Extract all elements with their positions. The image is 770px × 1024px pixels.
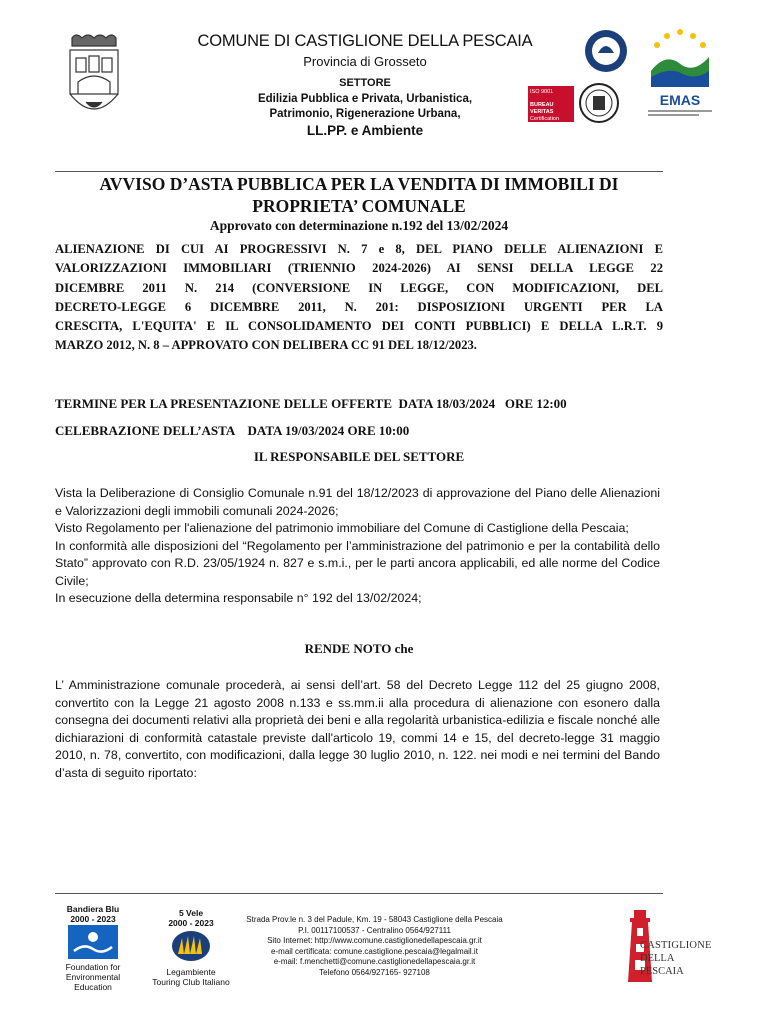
bandiera-caption2: Environmental — [65, 972, 121, 982]
title-line2: PROPRIETA’ COMUNALE — [252, 196, 466, 216]
settore-line1: Edilizia Pubblica e Privata, Urbanistica, — [257, 93, 473, 105]
vele-caption2: Touring Club Italiano — [152, 977, 230, 987]
address-line: e-mail: f.menchetti@comune.castiglionedellapescaia.gr.it — [273, 957, 476, 966]
alienazione-line: DICEMBRE 2011 N. 214 (CONVERSIONE IN LEGGE, CON MODIFICAZIONI, DEL — [55, 280, 663, 295]
corpo-text: L’ Amministrazione comunale procederà, ai sensi dell’art. 58 del Decreto Legge 112 del 25 giugno 2008, convertito con la Legge 21 agosto 2008 n.133 e ss.mm.ii alla procedura di alienazione con esonero dalla consegna dei documenti relativi alla proprietà dei beni e alla regolarità urbanistica-edilizia e fiscale nonché alle dichiarazioni di conformità catastale previste dall'articolo 19, commi 14 e 15, del decreto-legge 31 maggio 2010, n. 78, convertito, con modificazioni, dalla legge 30 luglio 2010, n. 122. nei modi e nei termini del Bando d’asta di seguito riportato: — [55, 678, 660, 780]
settore-label: SETTORE — [339, 77, 391, 89]
alienazione-line: VALORIZZAZIONI IMMOBILIARI (TRIENNIO 2024-2026) AI SENSI DELLA LEGGE 22 — [55, 261, 663, 276]
address-line: Sito Internet: http://www.comune.castiglionedellapescaia.gr.it — [267, 936, 482, 945]
five-sails-icon — [170, 930, 212, 962]
cert-bv: BUREAU VERITAS — [530, 102, 554, 115]
celebrazione: CELEBRAZIONE DELL’ASTA DATA 19/03/2024 ORE 10:00 — [55, 423, 410, 438]
address-line: Strada Prov.le n. 3 del Padule, Km. 19 - 58043 Castiglione della Pescaia — [246, 915, 503, 924]
alienazione-line: ALIENAZIONE DI CUI AI PROGRESSIVI N. 7 e 8, DEL PIANO DELLE ALIENAZIONI E — [55, 242, 663, 256]
address-line: e-mail certificata: comune.castiglione.pescaia@legalmail.it — [271, 946, 478, 956]
responsabile: IL RESPONSABILE DEL SETTORE — [253, 449, 465, 464]
title-line1: AVVISO D’ASTA PUBBLICA PER LA VENDITA DI IMMOBILI DI — [99, 174, 619, 194]
bandiera-caption1: Foundation for — [65, 962, 121, 972]
bureau-veritas-logo — [528, 86, 574, 122]
address-line: P.I. 00117100537 - Centralino 0564/927111 — [298, 925, 451, 935]
alienazione-line: DECRETO-LEGGE 6 DICEMBRE 2011, N. 201: DISPOSIZIONI URGENTI PER LA — [55, 299, 663, 314]
vele-title: 5 Vele — [178, 908, 204, 918]
certification-seal-icon — [584, 29, 628, 73]
cert-bv-sub: Certification — [530, 116, 560, 122]
premessa-item: In esecuzione della determina responsabile n° 192 del 13/02/2024; — [55, 591, 422, 605]
emas-label: EMAS — [659, 92, 701, 108]
approvato: Approvato con determinazione n.192 del 13/02/2024 — [209, 218, 509, 233]
logo-text2: DELLA — [640, 953, 675, 964]
blue-flag-icon — [68, 925, 118, 959]
bandiera-caption3: Education — [74, 982, 112, 992]
emas-subtext — [648, 110, 712, 118]
bureau-veritas-seal-icon — [579, 82, 619, 124]
bandiera-title: Bandiera Blu — [66, 904, 120, 914]
termine: TERMINE PER LA PRESENTAZIONE DELLE OFFERTE DATA 18/03/2024 ORE 12:00 — [55, 396, 567, 411]
premessa-item: Visto Regolamento per l'alienazione del patrimonio immobiliare del Comune di Castiglione della Pescaia; — [55, 521, 629, 535]
premessa-item: In conformità alle disposizioni del “Regolamento per l’amministrazione del patrimonio e per la contabilità dello Stato” approvato con R.D. 23/05/1924 n. 827 e s.m.i., per le parti ancora applicabili, ed alle norme del Codice Civile; — [55, 538, 660, 588]
vele-years: 2000 - 2023 — [168, 918, 214, 928]
address-line: Telefono 0564/927165- 927108 — [319, 967, 430, 977]
premesse — [55, 485, 660, 608]
footer-address — [232, 915, 517, 978]
comune-name: COMUNE DI CASTIGLIONE DELLA PESCAIA — [197, 32, 533, 50]
alienazione-line: MARZO 2012, N. 8 – APPROVATO CON DELIBERA CC 91 DEL 18/12/2023. — [55, 338, 477, 353]
header-divider — [55, 171, 663, 172]
logo-text1: CASTIGLIONE — [640, 940, 712, 951]
settore-line3: LL.PP. e Ambiente — [306, 123, 424, 138]
settore-line2: Patrimonio, Rigenerazione Urbana, — [269, 108, 461, 120]
emas-logo-icon — [645, 27, 715, 93]
provincia: Provincia di Grosseto — [303, 54, 427, 69]
bandiera-years: 2000 - 2023 — [70, 914, 116, 924]
logo-text3: PESCAIA — [640, 966, 684, 977]
alienazione-line: CRESCITA, L'EQUITA' E IL CONSOLIDAMENTO DEI CONTI PUBBLICI) E DELLA L.R.T. 9 — [55, 319, 663, 334]
vele-caption1: Legambiente — [166, 967, 216, 977]
cert-iso: ISO 9001 — [530, 89, 554, 95]
coat-of-arms-icon — [62, 32, 126, 122]
rende-noto: RENDE NOTO che — [304, 641, 414, 656]
premessa-item: Vista la Deliberazione di Consiglio Comunale n.91 del 18/12/2023 di approvazione del Piano delle Alienazioni e Valorizzazioni degli immobili comunali 2024-2026; — [55, 486, 660, 518]
footer-divider — [55, 893, 663, 894]
alienazione-block — [55, 240, 663, 356]
corpo — [55, 677, 660, 782]
